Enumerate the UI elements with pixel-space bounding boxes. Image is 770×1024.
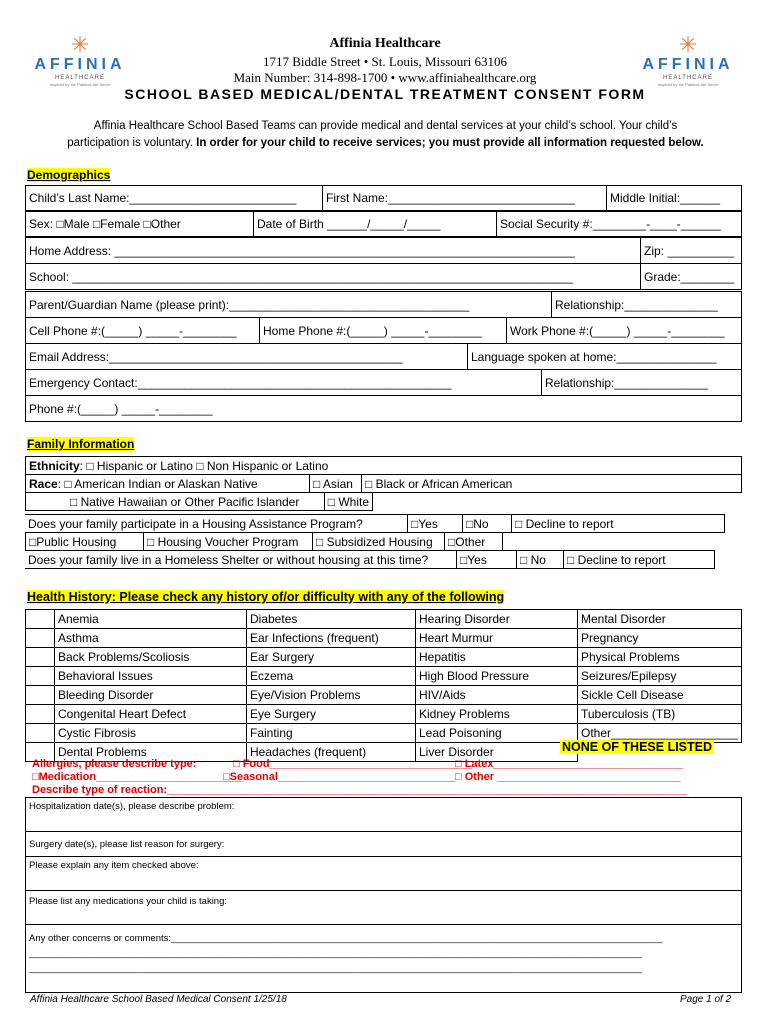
shelter-question: Does your family live in a Homeless Shelter or without housing at this time? bbox=[25, 551, 457, 569]
health-condition[interactable]: Dental Problems bbox=[55, 743, 247, 762]
race-white[interactable]: □ White bbox=[324, 493, 372, 511]
logo-name: AFFINIA bbox=[642, 56, 734, 73]
middle-initial-field[interactable]: Middle Initial:______ bbox=[607, 186, 742, 211]
allergy-medication[interactable]: □Medication________________________ bbox=[32, 771, 243, 783]
logo-tagline: Inspired by the Patients We Serve bbox=[49, 82, 111, 87]
health-condition[interactable]: Seizures/Epilepsy bbox=[578, 667, 742, 686]
ethnicity-table bbox=[25, 456, 742, 493]
health-condition[interactable]: Hepatitis bbox=[416, 648, 578, 667]
health-condition[interactable]: Other___________________ bbox=[578, 724, 742, 743]
health-history-row bbox=[26, 705, 742, 724]
surgery-field[interactable]: Surgery date(s), please list reason for surgery: bbox=[26, 832, 742, 857]
health-condition[interactable]: Ear Infections (frequent) bbox=[247, 629, 416, 648]
health-history-row bbox=[26, 629, 742, 648]
emergency-contact-field[interactable]: Emergency Contact:_______________________________________________ bbox=[26, 370, 542, 396]
none-of-these-listed-checkbox[interactable]: NONE OF THESE LISTED bbox=[562, 740, 713, 754]
race-label: Race bbox=[29, 476, 58, 491]
housing-subsidized[interactable]: □ Subsidized Housing bbox=[313, 533, 445, 551]
health-condition[interactable]: Eye Surgery bbox=[247, 705, 416, 724]
health-history-row bbox=[26, 648, 742, 667]
housing-no[interactable]: □No bbox=[463, 515, 512, 533]
checkbox-cell[interactable] bbox=[26, 648, 55, 667]
sunburst-icon: ✳ bbox=[678, 32, 698, 57]
health-condition[interactable]: Physical Problems bbox=[578, 648, 742, 667]
health-condition[interactable]: Pregnancy bbox=[578, 629, 742, 648]
intro-text bbox=[28, 118, 743, 152]
health-condition[interactable]: Back Problems/Scoliosis bbox=[55, 648, 247, 667]
health-condition[interactable]: Kidney Problems bbox=[416, 705, 578, 724]
home-address-field[interactable]: Home Address: _____________________________________________________________________ bbox=[26, 238, 641, 264]
health-condition[interactable]: Liver Disorder bbox=[416, 743, 578, 762]
health-condition[interactable]: Headaches (frequent) bbox=[247, 743, 416, 762]
housing-types-table bbox=[25, 532, 503, 551]
ethnicity-row bbox=[26, 457, 742, 475]
race-row-2 bbox=[25, 492, 373, 511]
affinia-logo-left bbox=[30, 34, 130, 88]
affinia-logo-right bbox=[638, 34, 738, 88]
logo-sub: HEALTHCARE bbox=[663, 75, 713, 81]
footer-page-number: Page 1 of 2 bbox=[680, 994, 732, 1005]
org-contact: Main Number: 314-898-1700 • www.affiniahealthcare.org bbox=[233, 70, 537, 85]
allergy-food[interactable]: □ Food_________________________________ bbox=[233, 758, 472, 770]
health-history-row bbox=[26, 686, 742, 705]
sunburst-icon: ✳ bbox=[70, 32, 90, 57]
housing-other[interactable]: □Other bbox=[445, 533, 503, 551]
demographics-heading: Demographics bbox=[27, 168, 111, 182]
logo-name: AFFINIA bbox=[34, 56, 126, 73]
concerns-line: ____________________________________________________________________________________________________________________ bbox=[29, 948, 642, 959]
family-heading: Family Information bbox=[27, 437, 135, 451]
intro-line-2b: In order for your child to receive services; you must provide all information requested below. bbox=[196, 137, 704, 149]
health-history-row bbox=[26, 610, 742, 629]
allergy-other[interactable]: □ Other ______________________________ bbox=[455, 771, 681, 783]
demographics-row-8 bbox=[25, 369, 742, 422]
demographics-row-5 bbox=[25, 291, 742, 318]
health-condition[interactable]: Heart Murmur bbox=[416, 629, 578, 648]
demographics-row-7 bbox=[25, 343, 742, 370]
medications-field[interactable]: Please list any medications your child is taking: bbox=[26, 891, 742, 925]
allergy-latex[interactable]: □ Latex_______________________________ bbox=[455, 758, 684, 770]
housing-table bbox=[25, 514, 725, 533]
form-title: SCHOOL BASED MEDICAL/DENTAL TREATMENT CONSENT FORM bbox=[124, 86, 646, 102]
allergies-label: Allergies, please describe type: bbox=[32, 758, 197, 770]
allergy-seasonal[interactable]: □Seasonal_____________________________ bbox=[223, 771, 456, 783]
race-row-1 bbox=[26, 475, 310, 493]
home-phone-field[interactable]: Home Phone #:(_____) _____-________ bbox=[260, 318, 507, 344]
housing-yes[interactable]: □Yes bbox=[408, 515, 463, 533]
health-condition[interactable]: Fainting bbox=[247, 724, 416, 743]
org-address: 1717 Biddle Street • St. Louis, Missouri 63106 bbox=[263, 54, 507, 69]
emergency-phone-field[interactable]: Phone #:(_____) _____-________ bbox=[26, 396, 742, 422]
race-native-hawaiian[interactable]: □ Native Hawaiian or Other Pacific Islander bbox=[26, 493, 325, 511]
shelter-decline[interactable]: □ Decline to report bbox=[564, 551, 715, 569]
dob-field[interactable]: Date of Birth ______/_____/_____ bbox=[254, 212, 497, 237]
demographics-row-2 bbox=[25, 211, 742, 237]
concerns-line: ____________________________________________________________________________________________________________________ bbox=[29, 963, 642, 974]
last-name-field[interactable]: Child’s Last Name:_________________________ bbox=[26, 186, 323, 211]
intro-line-1: Affinia Healthcare School Based Teams can provide medical and dental services at your child’s school. Your child’s bbox=[93, 120, 678, 132]
shelter-no[interactable]: □ No bbox=[517, 551, 564, 569]
zip-field[interactable]: Zip: __________ bbox=[641, 238, 742, 264]
health-heading: Health History: Please check any history of/or difficulty with any of the following bbox=[27, 590, 505, 604]
org-name: Affinia Healthcare bbox=[329, 36, 441, 51]
race-black[interactable]: □ Black or African American bbox=[362, 475, 742, 493]
work-phone-field[interactable]: Work Phone #:(_____) _____-________ bbox=[507, 318, 742, 344]
logo-sub: HEALTHCARE bbox=[55, 75, 105, 81]
health-condition[interactable]: Congenital Heart Defect bbox=[55, 705, 247, 724]
emergency-relationship-field[interactable]: Relationship:______________ bbox=[542, 370, 742, 396]
health-condition[interactable]: Mental Disorder bbox=[578, 610, 742, 629]
housing-voucher[interactable]: □ Housing Voucher Program bbox=[144, 533, 313, 551]
health-condition[interactable]: Lead Poisoning bbox=[416, 724, 578, 743]
demographics-row-6 bbox=[25, 317, 742, 344]
health-condition[interactable]: Sickle Cell Disease bbox=[578, 686, 742, 705]
checkbox-cell[interactable] bbox=[26, 610, 55, 629]
shelter-yes[interactable]: □Yes bbox=[457, 551, 517, 569]
cell-phone-field[interactable]: Cell Phone #:(_____) _____-________ bbox=[26, 318, 260, 344]
checkbox-cell[interactable] bbox=[26, 724, 55, 743]
logo-tagline: Inspired by the Patients We Serve bbox=[657, 82, 719, 87]
hospitalization-field[interactable]: Hospitalization date(s), please describe problem: bbox=[26, 798, 742, 832]
health-condition[interactable]: Asthma bbox=[55, 629, 247, 648]
housing-public[interactable]: □Public Housing bbox=[26, 533, 144, 551]
health-condition[interactable]: HIV/Aids bbox=[416, 686, 578, 705]
health-condition[interactable]: Anemia bbox=[55, 610, 247, 629]
school-field[interactable]: School: ___________________________________________________________________________ bbox=[26, 264, 641, 290]
checkbox-cell[interactable] bbox=[26, 686, 55, 705]
footer-form-name: Affinia Healthcare School Based Medical Consent 1/25/18 bbox=[30, 994, 287, 1005]
concerns-field[interactable] bbox=[26, 925, 742, 993]
health-condition[interactable]: Diabetes bbox=[247, 610, 416, 629]
ssn-field[interactable]: Social Security #:________-____-______ bbox=[497, 212, 742, 237]
health-condition[interactable]: Hearing Disorder bbox=[416, 610, 578, 629]
checkbox-cell[interactable] bbox=[26, 629, 55, 648]
health-history-row bbox=[26, 667, 742, 686]
ethnicity-label: Ethnicity bbox=[29, 458, 80, 473]
reaction-describe[interactable]: Describe type of reaction:_____________________________________________________________________________________ bbox=[32, 784, 688, 796]
checkbox-cell[interactable] bbox=[26, 667, 55, 686]
first-name-field[interactable]: First Name:____________________________ bbox=[323, 186, 607, 211]
demographics-table bbox=[25, 185, 742, 211]
demographics-row-3 bbox=[25, 237, 742, 290]
language-field[interactable]: Language spoken at home:_______________ bbox=[468, 344, 742, 370]
ethnicity-options[interactable]: : □ Hispanic or Latino □ Non Hispanic or Latino bbox=[79, 458, 329, 473]
intro-line-2a: participation is voluntary. bbox=[67, 137, 197, 149]
sex-field[interactable]: Sex: □Male □Female □Other bbox=[26, 212, 254, 237]
race-american-indian[interactable]: : □ American Indian or Alaskan Native bbox=[57, 476, 258, 491]
health-condition[interactable]: Cystic Fibrosis bbox=[55, 724, 247, 743]
health-condition[interactable]: Ear Surgery bbox=[247, 648, 416, 667]
health-condition[interactable]: Behavioral Issues bbox=[55, 667, 247, 686]
relationship-field[interactable]: Relationship:______________ bbox=[552, 292, 742, 318]
explain-field[interactable]: Please explain any item checked above: bbox=[26, 857, 742, 891]
housing-question: Does your family participate in a Housing Assistance Program? bbox=[25, 515, 408, 533]
health-condition[interactable]: Eye/Vision Problems bbox=[247, 686, 416, 705]
health-condition[interactable]: Eczema bbox=[247, 667, 416, 686]
concerns-label: Any other concerns or comments:_____________________________________________________________________________________________ bbox=[29, 933, 663, 944]
parent-name-field[interactable]: Parent/Guardian Name (please print):____________________________________ bbox=[26, 292, 552, 318]
grade-field[interactable]: Grade:________ bbox=[641, 264, 742, 290]
health-condition[interactable]: Tuberculosis (TB) bbox=[578, 705, 742, 724]
race-asian[interactable]: □ Asian bbox=[310, 475, 362, 493]
health-condition[interactable]: Bleeding Disorder bbox=[55, 686, 247, 705]
history-detail-table bbox=[25, 797, 742, 993]
checkbox-cell[interactable] bbox=[26, 705, 55, 724]
health-condition[interactable]: High Blood Pressure bbox=[416, 667, 578, 686]
email-field[interactable]: Email Address:____________________________________________ bbox=[26, 344, 468, 370]
shelter-table bbox=[25, 550, 715, 569]
housing-decline[interactable]: □ Decline to report bbox=[512, 515, 725, 533]
